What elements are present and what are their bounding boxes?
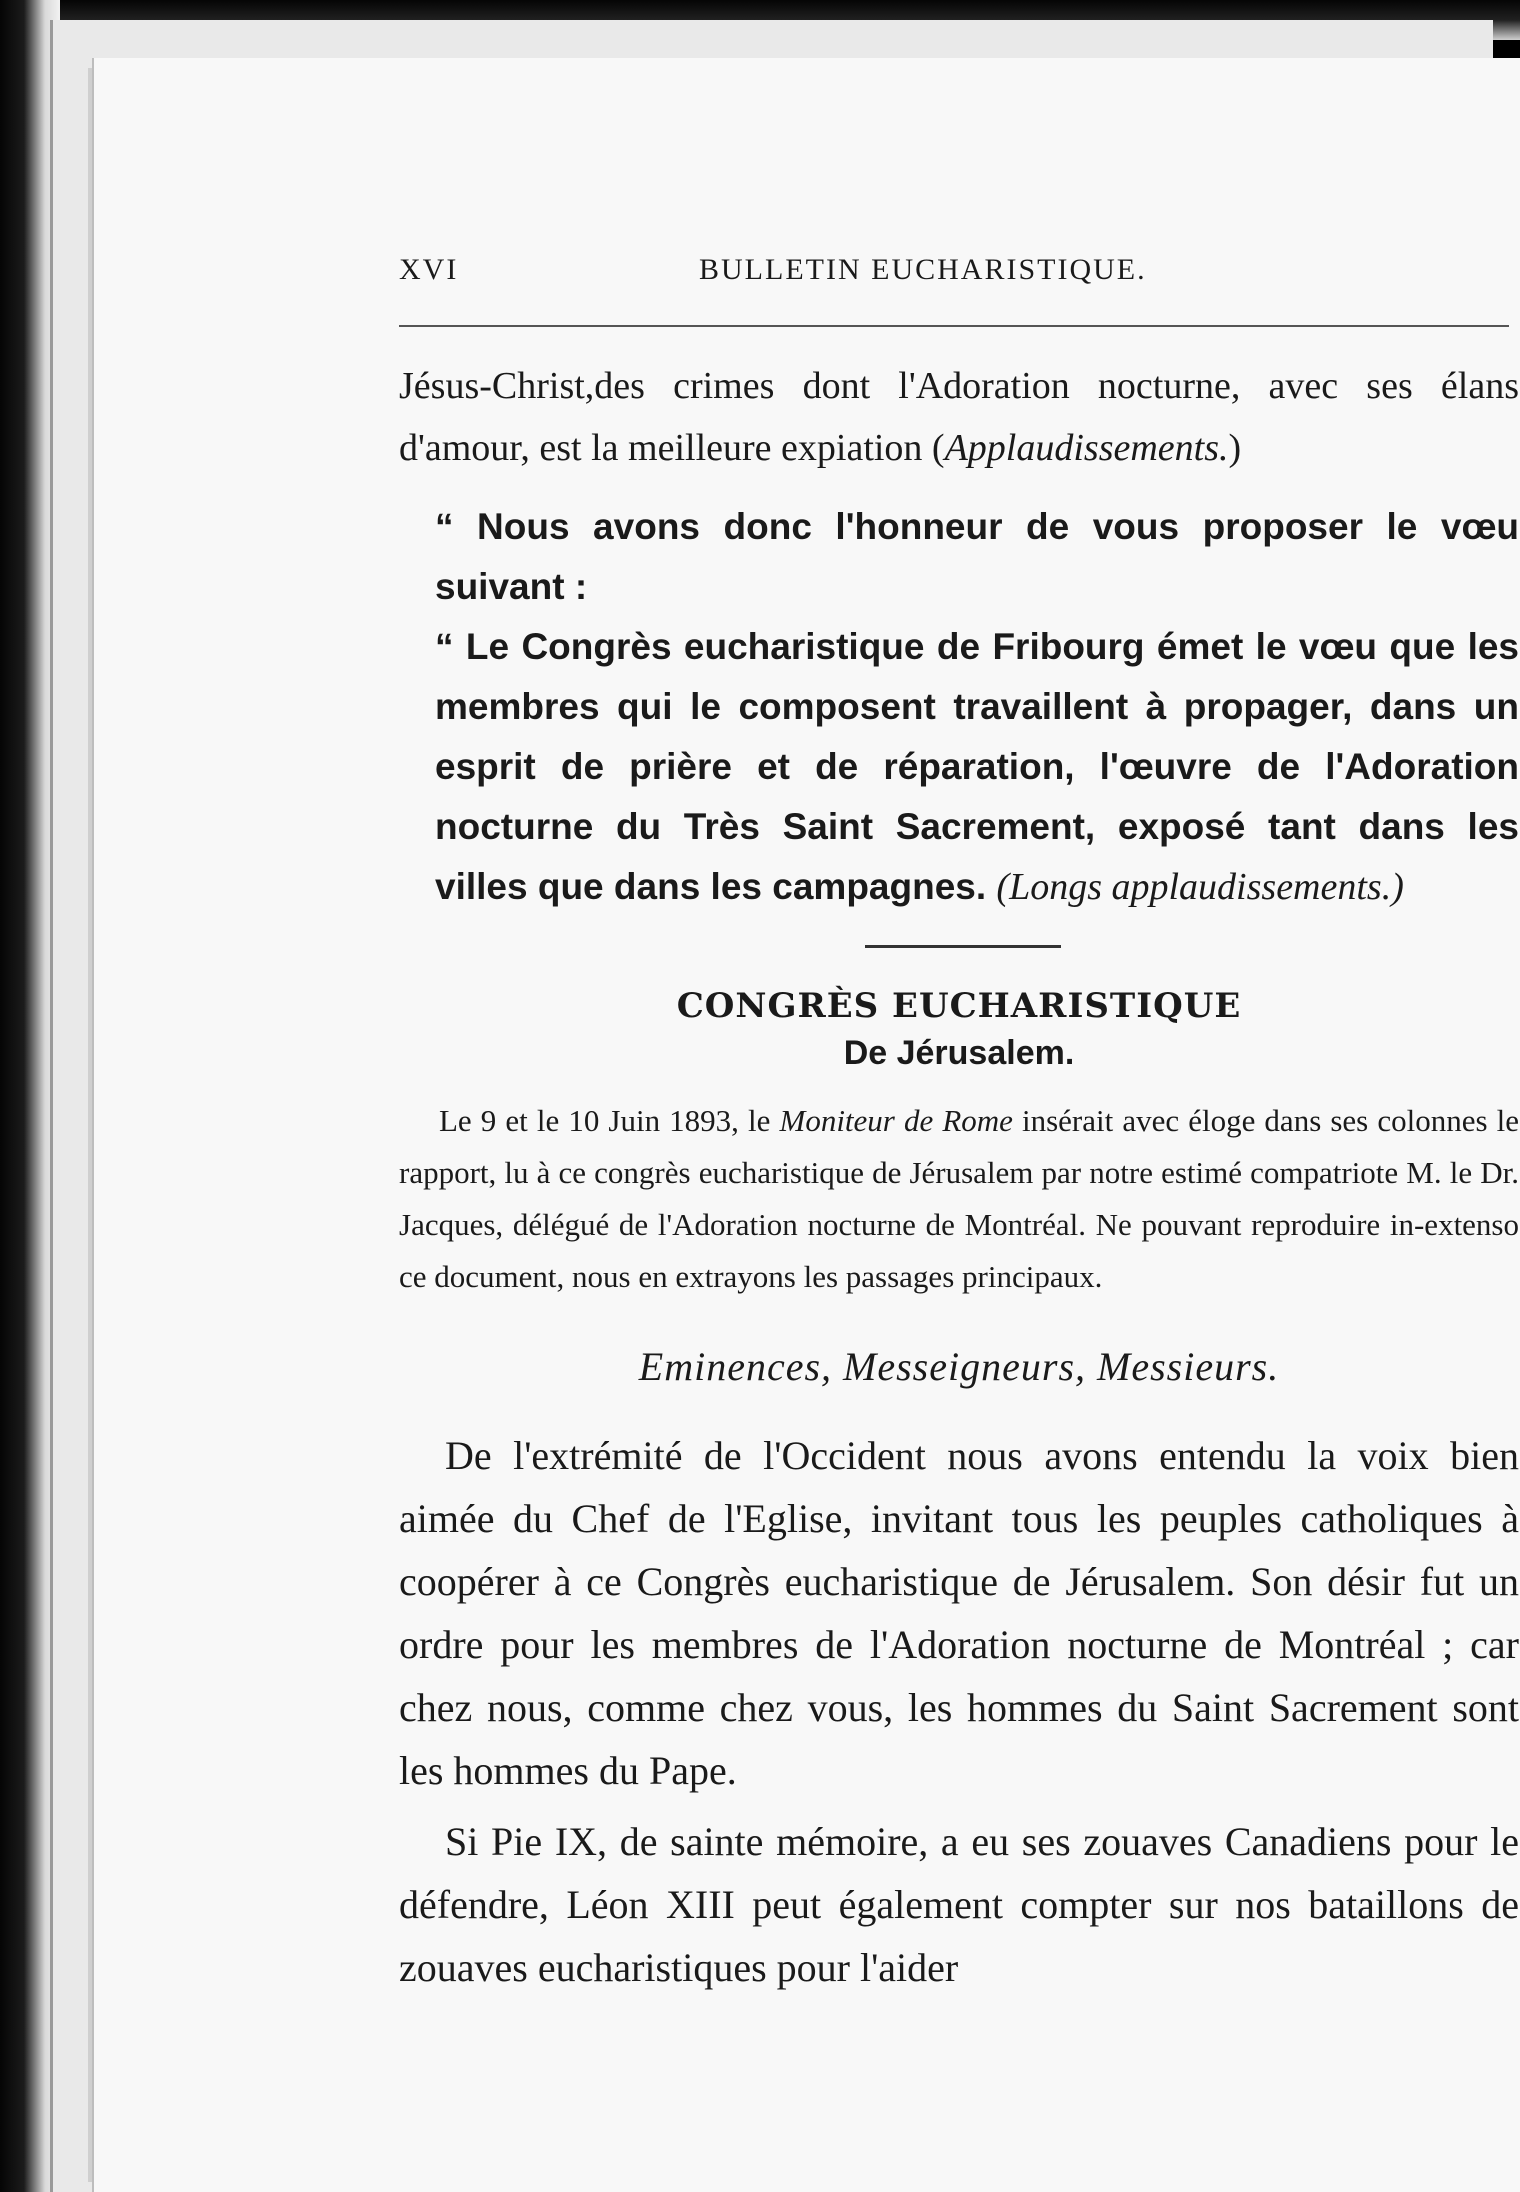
- running-header: [399, 253, 1519, 297]
- book-page: [92, 58, 1520, 2192]
- page-number: XVI: [399, 253, 459, 286]
- body-paragraph-2: Si Pie IX, de sainte mémoire, a eu ses zouaves Canadiens pour le défendre, Léon XIII peut également compter sur nos bataillons de zouaves eucharistiques pour l'aider: [399, 1819, 1519, 1990]
- opening-line-2: élans d'amour, est la meilleure expiation (: [399, 365, 1519, 469]
- opening-paragraph: [399, 355, 1519, 479]
- page-content: [399, 253, 1519, 1999]
- resolution-text: [399, 617, 1519, 917]
- resolution-applause: (Longs applaudissements.): [996, 866, 1404, 908]
- body-paragraph-1: De l'extrémité de l'Occident nous avons entendu la voix bien aimée du Chef de l'Eglise, invitant tous les peuples catholiques à coopérer à ce Congrès eucharistique de Jérusalem. Son désir fut un ordre pour les membres de l'Adoration nocturne de Montréal ; car chez nous, comme chez vous, les hommes du Saint Sacrement sont les hommes du Pape.: [399, 1433, 1519, 1793]
- resolution-body: “ Le Congrès eucharistique de Fribourg émet le vœu que les membres qui le composent travaillent à propager, dans un esprit de prière et de réparation, l'œuvre de l'Adoration nocturne du Très Saint Sacrement, exposé tant dans les villes que dans les campagnes.: [435, 626, 1519, 907]
- section-title: CONGRÈS EUCHARISTIQUE: [676, 986, 1242, 1026]
- section-subtitle: De Jérusalem.: [843, 1034, 1075, 1072]
- applause-close: ): [1228, 427, 1242, 469]
- intro-end: insérait avec éloge dans ses colonnes le rapport, lu à ce congrès eucharistique de Jérusalem par notre estimé compatriote M. le Dr. Jacques, délégué de l'Adoration nocturne de Montréal. Ne pouvant reproduire in-extenso ce document, nous en extrayons les passages principaux.: [399, 1103, 1519, 1294]
- newspaper-title: Moniteur de Rome: [779, 1103, 1013, 1138]
- section-divider: [865, 945, 1061, 948]
- intro-paragraph: [399, 1095, 1519, 1303]
- salutation: Eminences, Messeigneurs, Messieurs.: [638, 1344, 1280, 1389]
- opening-line-1: Jésus-Christ,des crimes dont l'Adoration nocturne, avec ses: [399, 365, 1413, 407]
- resolution-intro: “ Nous avons donc l'honneur de vous proposer le vœu suivant :: [435, 506, 1519, 607]
- applause-note: Applaudissements.: [944, 427, 1229, 469]
- header-rule: [399, 325, 1509, 327]
- resolution-block: [399, 497, 1519, 917]
- intro-start: Le 9 et le 10 Juin 1893, le: [439, 1103, 771, 1138]
- running-title: BULLETIN EUCHARISTIQUE.: [699, 253, 1147, 286]
